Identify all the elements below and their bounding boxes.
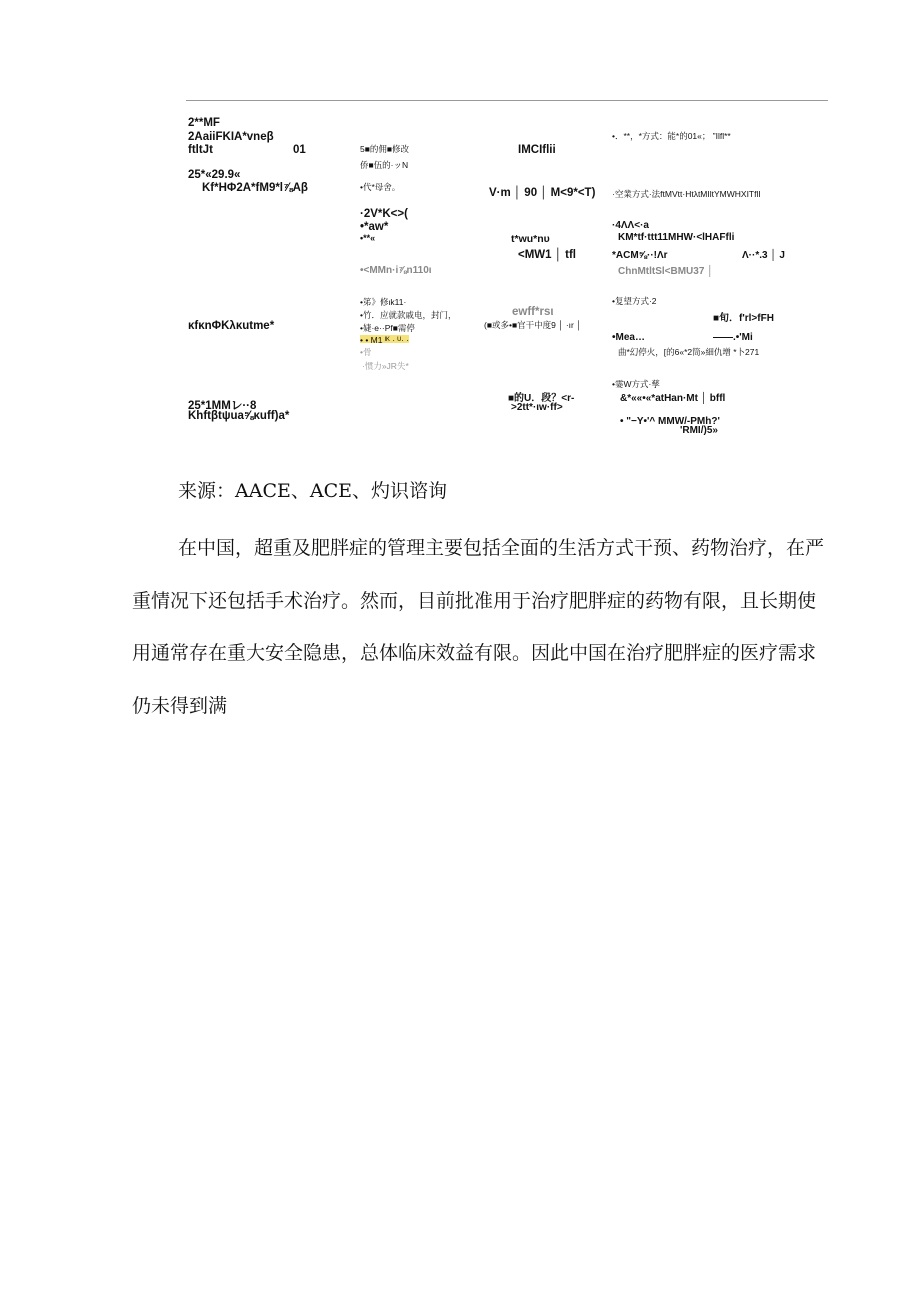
table-cell: (■或多•■官干中度9 │ ·ır │ — [484, 320, 582, 330]
table-cell: 侨■伍的·ッN — [360, 160, 409, 170]
table-cell: • "−Y•'^ MMW/-PMh?' — [620, 416, 720, 425]
table-cell: ·空業方式·法ftMVtt·HtλtMIltYMWHXITflI — [612, 189, 761, 199]
table-cell: <MW1 │ tfl — [518, 249, 576, 261]
table-cell: IMCIflii — [518, 144, 556, 156]
table-cell: •代*母舍。 — [360, 182, 401, 192]
header-rule — [186, 100, 828, 101]
table-cell: •骨 — [360, 347, 372, 357]
table-cell: •*aw* — [360, 221, 389, 233]
table-cell: ChnMtltSl<BMU37 │ — [618, 266, 714, 277]
table-cell: *ACM⅝··!Λr — [612, 250, 668, 261]
table-cell: •霎W方式·孳 — [612, 379, 660, 389]
table-cell: 曲*幻停火，[的6«*2筒»細仇增 *卜271 — [618, 347, 760, 357]
table-cell: >2tt*·ιw·ff> — [511, 402, 563, 413]
table-cell: 2AaiiFKIA*vneβ — [188, 131, 274, 143]
table-cell: 'RMI/)5» — [680, 425, 718, 436]
table-cell: • • M1 ᴵᴷ · ᵁ· · — [360, 335, 410, 343]
table-cell: •<MMn·i⅞n110ι — [360, 265, 432, 276]
table-cell: •竹．应就款戚电，封门， — [360, 310, 457, 320]
table-cell: t*wu*nυ — [511, 233, 550, 245]
table-cell: ■旬．f'rl>fFH — [713, 313, 774, 324]
table-cell: •．**，*方式：能*的01«； ”Ilfl** — [612, 131, 731, 141]
table-cell: V·m │ 90 │ M<9*<T) — [489, 187, 596, 199]
table-cell: •笫》修ιk11· — [360, 297, 407, 307]
table-cell: 25*«29.9« — [188, 169, 241, 181]
table-cell: 5■的佣■修改 — [360, 144, 409, 154]
table-cell: ·2V*K<>( — [360, 208, 408, 220]
table-cell: Khftβtψua⅝κuff)a* — [188, 410, 290, 422]
table-cell: ——.•'Mi — [713, 332, 753, 343]
table-cell: ewff*rsι — [512, 306, 554, 318]
table-cell: &*««•«*atHan·Mt │ bffl — [620, 393, 726, 404]
table-cell: Kf*HΦ2A*fM9*l⅞Aβ — [202, 182, 308, 194]
table-cell: 2**MF — [188, 117, 220, 129]
table-cell: ·4ΛΛ<·a — [612, 220, 649, 231]
table-cell: •复望方式·2 — [612, 296, 657, 306]
table-cell: κfκnΦKλκutme* — [188, 320, 275, 332]
table-cell: •**« — [360, 233, 376, 243]
table-cell: KM*tf·ttt11MHW·<lHAFfli — [618, 232, 735, 243]
source-note: 来源：AACE、ACE、灼识谘询 — [178, 480, 447, 502]
table-cell: ■的U．段？<r- — [508, 393, 575, 404]
body-paragraph: 在中国，超重及肥胖症的管理主要包括全面的生活方式干预、药物治疗，在严重情况下还包括手术治疗。然而，目前批准用于治疗肥胖症的药物有限，且长期使用通常存在重大安全隐患，总体临床效益有限。因此中国在治疗肥胖症的医疗需求仍未得到满 — [132, 537, 825, 717]
table-cell: 01 — [293, 144, 306, 156]
table-cell: Λ··*.3 │ J — [742, 250, 785, 261]
table-cell: 25*1MM㆑··8 — [188, 400, 257, 412]
table-cell: •婕·e··Pf■需停 — [360, 323, 415, 333]
table-cell: •Mea… — [612, 332, 645, 343]
table-cell: ·惯力»JR失* — [362, 361, 409, 371]
table-cell: ftltJt — [188, 144, 213, 156]
